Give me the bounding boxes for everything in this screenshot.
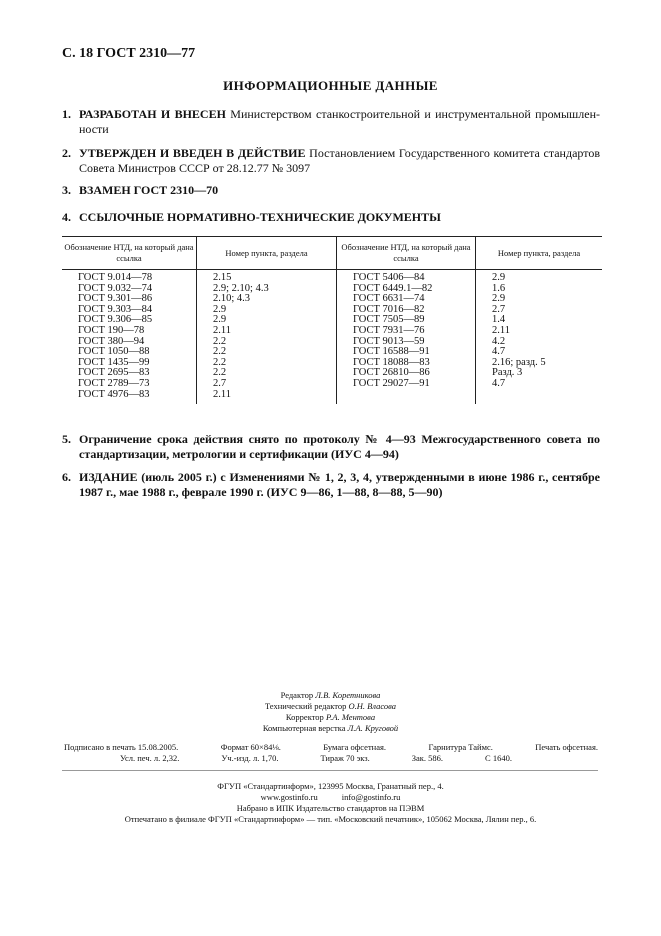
credit-layout: Компьютерная верстка Л.А. Круговой: [262, 723, 399, 733]
info-item-4: [62, 210, 600, 225]
item-text: Постановлением Государственного комитета стандартов Совета Министров СССР от 28.12.77 № 3097: [79, 146, 600, 175]
col-header-item: Номер пункта, раздела: [476, 237, 603, 270]
item-text: ИЗДАНИЕ (июль 2005 г.) с Изменениями № 1, 2, 3, 4, утвержденными в июне 1986 г., сентябре 1987 г., мае 1988 г., феврале 1990 г. (ИУС 9—86, 1—88, 8—88, 5—90): [79, 470, 600, 499]
editorial-credits: [0, 690, 661, 734]
publisher-info: [0, 781, 661, 825]
item-number: 4.: [62, 210, 71, 224]
info-item-2: [62, 146, 600, 176]
divider: [62, 770, 598, 771]
item-heading: ВЗАМЕН ГОСТ 2310—70: [79, 183, 219, 197]
item-number: 6.: [62, 470, 71, 484]
item-number: 3.: [62, 183, 71, 197]
item-heading: ССЫЛОЧНЫЕ НОРМАТИВНО-ТЕХНИЧЕСКИЕ ДОКУМЕНТЫ: [79, 210, 441, 224]
publisher-address: ФГУП «Стандартинформ», 123995 Москва, Гранатный пер., 4.: [217, 781, 444, 791]
left-items-column: 2.15 2.9; 2.10; 4.3 2.10; 4.3 2.9 2.9 2.11 2.2 2.2 2.2 2.2 2.7 2.11: [197, 270, 337, 405]
references-table: [62, 236, 602, 404]
item-number: 5.: [62, 432, 71, 446]
print-details-row-1: Подписано в печать 15.08.2005. Формат 60×84⅛. Бумага офсетная. Гарнитура Таймс. Печать офсетная.: [64, 742, 598, 752]
item-heading: РАЗРАБОТАН И ВНЕСЕН: [79, 107, 226, 121]
info-item-6: [62, 470, 600, 500]
col-header-item: Номер пункта, раздела: [197, 237, 337, 270]
item-number: 1.: [62, 107, 71, 121]
item-heading: УТВЕРЖДЕН И ВВЕДЕН В ДЕЙСТВИЕ: [79, 146, 306, 160]
info-item-5: [62, 432, 600, 462]
publisher-website: www.gostinfo.ru: [260, 792, 318, 802]
col-header-doc: Обозначение НТД, на который дана ссылка: [337, 237, 476, 270]
credit-editor: Редактор Л.В. Коретникова: [280, 690, 381, 700]
info-item-1: [62, 107, 600, 137]
credit-tech-editor: Технический редактор О.Н. Власова: [264, 701, 397, 711]
item-text: Министерством станкостроительной и инструментальной промышленности: [79, 107, 601, 136]
right-items-column: 2.9 1.6 2.9 2.7 1.4 2.11 4.2 4.7 2.16; разд. 5 Разд. 3 4.7: [476, 270, 603, 405]
credit-corrector: Корректор Р.А. Ментова: [285, 712, 376, 722]
right-docs-column: ГОСТ 5406—84 ГОСТ 6449.1—82 ГОСТ 6631—74 ГОСТ 7016—82 ГОСТ 7505—89 ГОСТ 7931—76 ГОСТ 9013—59 ГОСТ 16588—91 ГОСТ 18088—83 ГОСТ 26810—86 ГОСТ 29027—91: [337, 270, 476, 405]
info-item-3: [62, 183, 600, 198]
left-docs-column: ГОСТ 9.014—78 ГОСТ 9.032—74 ГОСТ 9.301—86 ГОСТ 9.303—84 ГОСТ 9.306—85 ГОСТ 190—78 ГОСТ 380—94 ГОСТ 1050—88 ГОСТ 1435—99 ГОСТ 2695—83 ГОСТ 2789—73 ГОСТ 4976—83: [78, 272, 153, 400]
page-header: С. 18 ГОСТ 2310—77: [62, 46, 196, 61]
publisher-email: info@gostinfo.ru: [341, 792, 401, 802]
print-details-row-2: Усл. печ. л. 2,32. Уч.-изд. л. 1,70. Тираж 70 экз. Зак. 586. С 1640.: [120, 753, 512, 763]
item-text: Ограничение срока действия снято по протоколу № 4—93 Межгосударственного совета по стандартизации, метрологии и сертификации (ИУС 4—94): [79, 432, 600, 461]
typeset-note: Набрано в ИПК Издательство стандартов на ПЭВМ: [236, 803, 425, 813]
item-number: 2.: [62, 146, 71, 160]
printed-note: Отпечатано в филиале ФГУП «Стандартинформ» — тип. «Московский печатник», 105062 Москва, Лялин пер., 6.: [124, 814, 537, 824]
page-title: ИНФОРМАЦИОННЫЕ ДАННЫЕ: [223, 78, 438, 93]
col-header-doc: Обозначение НТД, на который дана ссылка: [62, 237, 197, 270]
